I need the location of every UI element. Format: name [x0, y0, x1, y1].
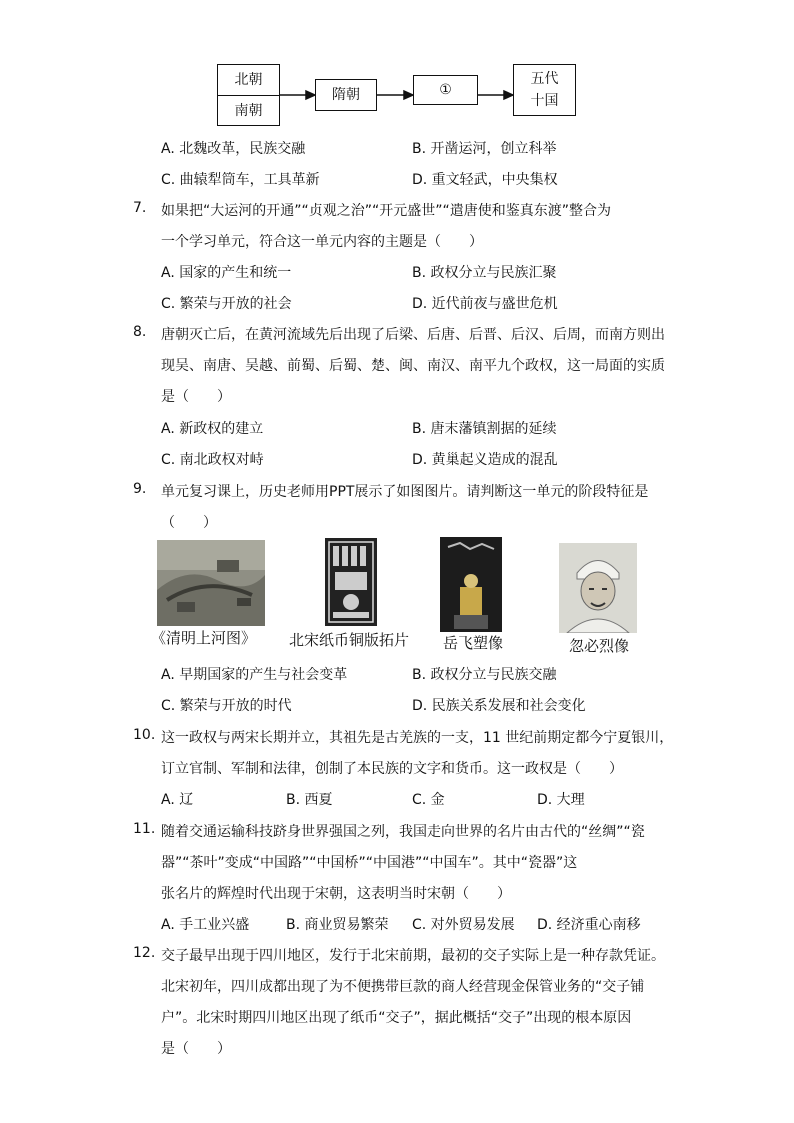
flow-box4-line2: 十国 — [530, 93, 559, 109]
q7-stem-line1: 如果把“大运河的开通”“贞观之治”“开元盛世”“遣唐使和鉴真东渡”整合为 — [161, 203, 612, 219]
flow-box4-line1: 五代 — [530, 71, 559, 87]
caption-yue-fei: 岳飞塑像 — [443, 634, 504, 652]
q11-stem-line2: 器”“茶叶”变成“中国路”“中国桥”“中国港”“中国车”。其中“瓷器”这 — [161, 855, 578, 871]
q12-stem-line4: 是（ ） — [161, 1041, 231, 1057]
caption-qingming: 《清明上河图》 — [151, 629, 257, 647]
q11-option-c[interactable]: C. 对外贸易发展 — [412, 917, 515, 933]
q11-number: 11. — [133, 821, 156, 837]
q9-option-b[interactable]: B. 政权分立与民族交融 — [412, 667, 557, 683]
jiaozi-printing-plate-image — [325, 538, 377, 626]
q9-option-d[interactable]: D. 民族关系发展和社会变化 — [412, 698, 586, 714]
caption-jiaozi-plate: 北宋纸币铜版拓片 — [289, 631, 410, 649]
q9-number: 9. — [133, 481, 147, 497]
q10-option-a[interactable]: A. 辽 — [161, 792, 194, 808]
yue-fei-statue-image — [440, 537, 502, 632]
q8-option-b[interactable]: B. 唐末藩镇割据的延续 — [412, 421, 557, 437]
flow-box-north: 北朝 — [218, 65, 279, 96]
qingming-painting-image — [157, 540, 265, 626]
q11-option-a[interactable]: A. 手工业兴盛 — [161, 917, 250, 933]
q8-stem-line1: 唐朝灭亡后，在黄河流域先后出现了后梁、后唐、后晋、后汉、后周，而南方则出 — [161, 327, 665, 343]
q8-stem-line3: 是（ ） — [161, 389, 231, 405]
q11-option-b[interactable]: B. 商业贸易繁荣 — [286, 917, 389, 933]
q10-option-d[interactable]: D. 大理 — [537, 792, 585, 808]
q8-stem-line2: 现吴、南唐、吴越、前蜀、后蜀、楚、闽、南汉、南平九个政权，这一局面的实质 — [161, 358, 665, 374]
q12-stem-line1: 交子最早出现于四川地区，发行于北宋前期，最初的交子实际上是一种存款凭证。 — [161, 948, 665, 964]
q9-option-a[interactable]: A. 早期国家的产生与社会变革 — [161, 667, 348, 683]
q7-option-b[interactable]: B. 政权分立与民族汇聚 — [412, 265, 557, 281]
q7-option-d[interactable]: D. 近代前夜与盛世危机 — [412, 296, 558, 312]
flow-box-south: 南朝 — [234, 102, 263, 119]
q6-option-d[interactable]: D. 重文轻武，中央集权 — [412, 172, 558, 188]
q6-option-b[interactable]: B. 开凿运河，创立科举 — [412, 141, 557, 157]
q7-stem-line2: 一个学习单元，符合这一单元内容的主题是（ ） — [161, 234, 483, 250]
q11-stem-line3: 张名片的辉煌时代出现于宋朝，这表明当时宋朝（ ） — [161, 886, 511, 902]
q10-option-c[interactable]: C. 金 — [412, 792, 445, 808]
q11-stem-line1: 随着交通运输科技跻身世界强国之列，我国走向世界的名片由古代的“丝绸”“瓷 — [161, 824, 645, 840]
flow-arrows — [0, 0, 794, 140]
q8-option-a[interactable]: A. 新政权的建立 — [161, 421, 264, 437]
q12-stem-line3: 户”。北宋时期四川地区出现了纸币“交子”，据此概括“交子”出现的根本原因 — [161, 1010, 632, 1026]
q9-stem-line2: （ ） — [161, 515, 217, 531]
flow-box-five-dynasties — [513, 64, 576, 116]
kublai-khan-portrait-image — [559, 543, 637, 633]
q10-stem-line2: 订立官制、军制和法律，创制了本民族的文字和货币。这一政权是（ ） — [161, 761, 623, 777]
q6-option-a[interactable]: A. 北魏改革，民族交融 — [161, 141, 306, 157]
q9-option-c[interactable]: C. 繁荣与开放的时代 — [161, 698, 292, 714]
q10-number: 10. — [133, 727, 156, 743]
caption-kublai: 忽必烈像 — [569, 637, 630, 655]
q11-option-d[interactable]: D. 经济重心南移 — [537, 917, 641, 933]
q12-number: 12. — [133, 945, 156, 961]
q10-option-b[interactable]: B. 西夏 — [286, 792, 333, 808]
flow-box-sui: 隋朝 — [315, 79, 377, 111]
q7-option-a[interactable]: A. 国家的产生和统一 — [161, 265, 292, 281]
q7-option-c[interactable]: C. 繁荣与开放的社会 — [161, 296, 292, 312]
flow-box-blank-1: ① — [413, 75, 478, 105]
q10-stem-line1: 这一政权与两宋长期并立，其祖先是古羌族的一支，11 世纪前期定都今宁夏银川， — [161, 730, 674, 746]
q8-option-d[interactable]: D. 黄巢起义造成的混乱 — [412, 452, 558, 468]
q6-option-c[interactable]: C. 曲辕犁筒车，工具革新 — [161, 172, 320, 188]
q8-number: 8. — [133, 324, 147, 340]
q12-stem-line2: 北宋初年，四川成都出现了为不便携带巨款的商人经营现金保管业务的“交子铺 — [161, 979, 645, 995]
q9-stem-line1: 单元复习课上，历史老师用PPT展示了如图图片。请判断这一单元的阶段特征是 — [161, 484, 649, 500]
q8-option-c[interactable]: C. 南北政权对峙 — [161, 452, 264, 468]
q7-number: 7. — [133, 200, 147, 216]
